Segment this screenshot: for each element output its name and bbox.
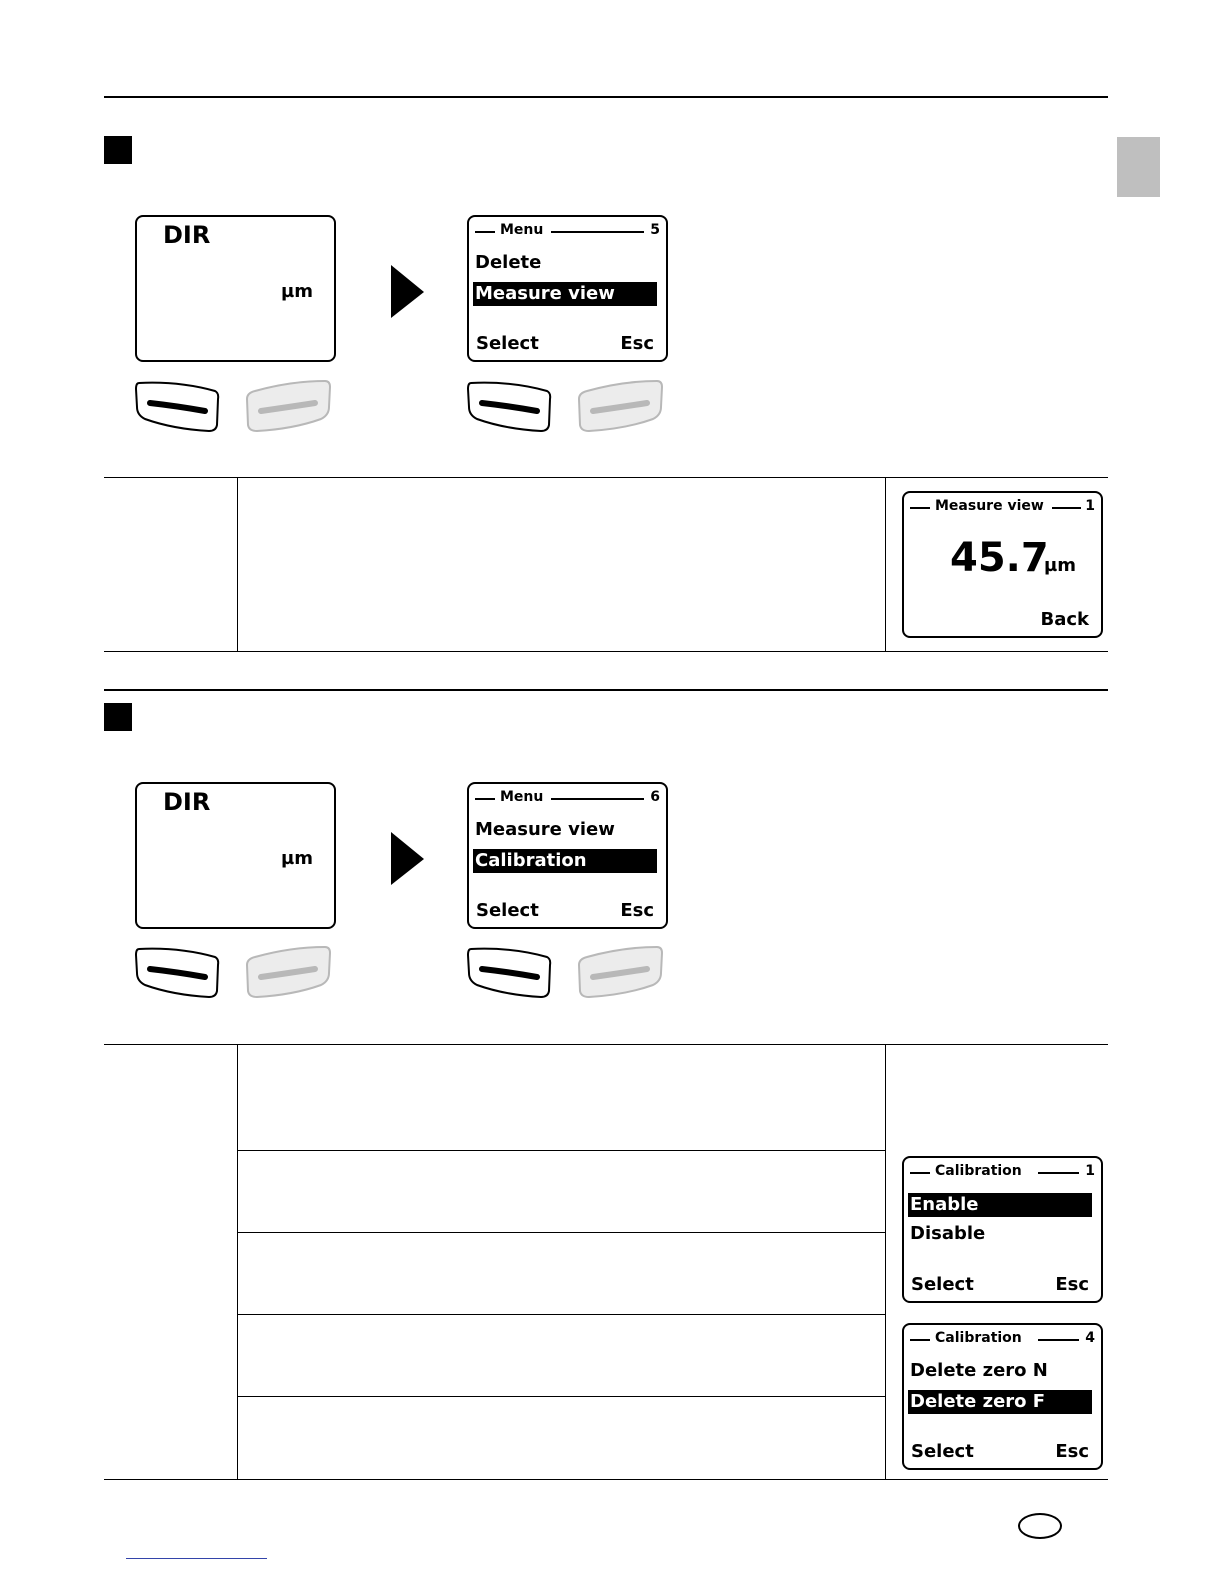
table1-bottom-rule (104, 651, 1108, 652)
chapter-tab (1117, 137, 1160, 197)
screen-title: Calibration (935, 1330, 1022, 1346)
right-softkey-button[interactable] (243, 377, 333, 435)
menu-item-measure-view[interactable]: Measure view (473, 282, 657, 306)
screen-page-number: 5 (650, 222, 660, 238)
left-softkey-button[interactable] (133, 377, 223, 435)
menu-screen-1 (467, 215, 668, 362)
calibration-screen-delete-zero (902, 1323, 1103, 1470)
softkey-esc[interactable]: Esc (1055, 1274, 1089, 1295)
table2-row-rule (238, 1150, 885, 1151)
menu-item-enable[interactable]: Enable (908, 1193, 1092, 1217)
screen-title: Calibration (935, 1163, 1022, 1179)
menu-item-delete[interactable]: Delete (475, 252, 542, 273)
measurement-value: 45.7 (950, 535, 1049, 581)
table2-row-rule (238, 1396, 885, 1397)
screen-header (475, 223, 660, 239)
softkey-select[interactable]: Select (911, 1441, 974, 1462)
footer-link-underline[interactable] (126, 1558, 267, 1559)
screen-page-number: 1 (1085, 1163, 1095, 1179)
menu-item-calibration[interactable]: Calibration (473, 849, 657, 873)
menu-item-delete-zero-n[interactable]: Delete zero N (910, 1360, 1048, 1381)
screen-title: Menu (500, 789, 544, 805)
section-marker-1 (104, 136, 132, 164)
screen-title: Menu (500, 222, 544, 238)
table2-row-rule (238, 1314, 885, 1315)
right-softkey-button[interactable] (575, 377, 665, 435)
screen-header (910, 499, 1095, 515)
display-unit-label: µm (281, 281, 314, 302)
softkey-esc[interactable]: Esc (620, 900, 654, 921)
table2-top-rule (104, 1044, 1108, 1045)
table1-col-divider-1 (237, 477, 238, 652)
section-marker-2 (104, 703, 132, 731)
menu-item-measure-view[interactable]: Measure view (475, 819, 615, 840)
measure-view-screen (902, 491, 1103, 638)
screen-header (910, 1164, 1095, 1180)
softkey-esc[interactable]: Esc (620, 333, 654, 354)
section2-top-rule (104, 689, 1108, 691)
table2-col-divider-2 (885, 1044, 886, 1480)
arrow-right-icon (391, 832, 425, 886)
left-softkey-button[interactable] (465, 943, 555, 1001)
screen-header (475, 790, 660, 806)
display-mode-label: DIR (163, 788, 211, 816)
menu-item-disable[interactable]: Disable (910, 1223, 986, 1244)
screen-page-number: 6 (650, 789, 660, 805)
left-softkey-button[interactable] (133, 943, 223, 1001)
display-mode-label: DIR (163, 221, 211, 249)
display-main-2 (135, 782, 336, 929)
screen-title: Measure view (935, 498, 1044, 514)
right-softkey-button[interactable] (243, 943, 333, 1001)
table1-col-divider-2 (885, 477, 886, 652)
arrow-right-icon (391, 265, 425, 319)
screen-header (910, 1331, 1095, 1347)
language-badge (1018, 1513, 1062, 1539)
right-softkey-button[interactable] (575, 943, 665, 1001)
display-unit-label: µm (281, 848, 314, 869)
screen-page-number: 4 (1085, 1330, 1095, 1346)
table1-top-rule (104, 477, 1108, 478)
table2-row-rule (238, 1232, 885, 1233)
calibration-screen-enable (902, 1156, 1103, 1303)
softkey-select[interactable]: Select (911, 1274, 974, 1295)
softkey-esc[interactable]: Esc (1055, 1441, 1089, 1462)
table2-col-divider-1 (237, 1044, 238, 1480)
menu-screen-2 (467, 782, 668, 929)
softkey-back[interactable]: Back (1040, 609, 1089, 630)
measurement-unit: µm (1044, 555, 1077, 576)
left-softkey-button[interactable] (465, 377, 555, 435)
softkey-select[interactable]: Select (476, 333, 539, 354)
screen-page-number: 1 (1085, 498, 1095, 514)
table2-bottom-rule (104, 1479, 1108, 1480)
menu-item-delete-zero-f[interactable]: Delete zero F (908, 1390, 1092, 1414)
softkey-select[interactable]: Select (476, 900, 539, 921)
top-rule (104, 96, 1108, 98)
display-main-1 (135, 215, 336, 362)
